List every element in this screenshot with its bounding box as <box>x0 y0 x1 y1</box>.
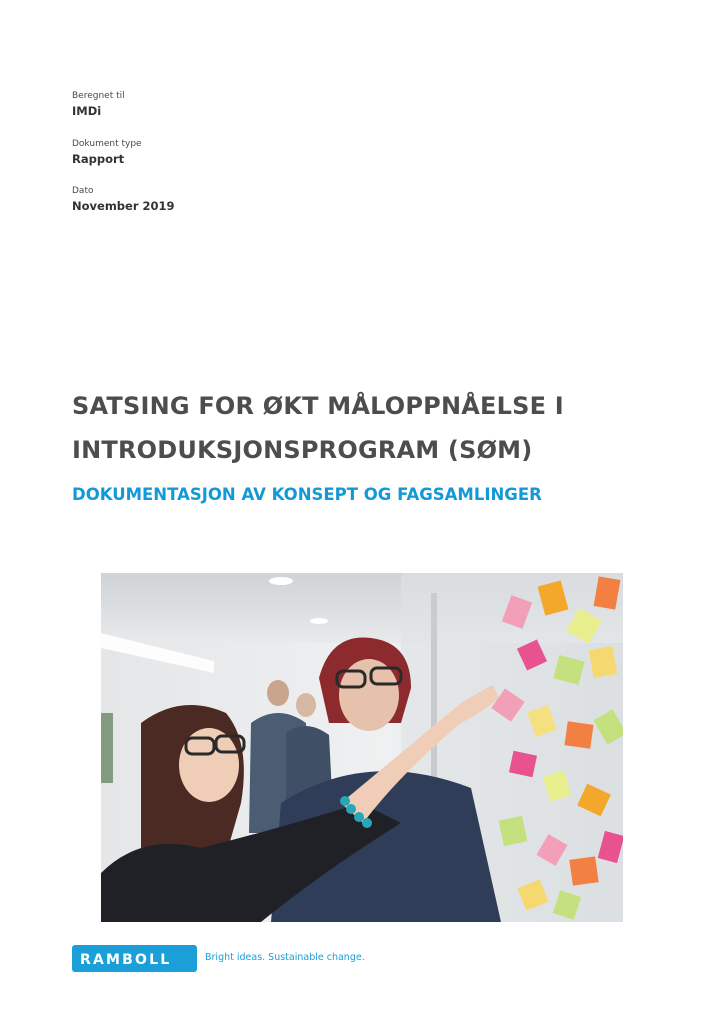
meta-document-type-value: Rapport <box>72 152 125 166</box>
report-title-line-2: INTRODUKSJONSPROGRAM (SØM) <box>72 436 533 464</box>
meta-recipient-value: IMDi <box>72 104 102 118</box>
ramboll-logo-text: RAMBOLL <box>79 951 171 967</box>
meta-recipient-label: Beregnet til <box>72 91 125 101</box>
report-title-line-1: SATSING FOR ØKT MÅLOPPNÅELSE I <box>72 392 564 420</box>
meta-date <box>72 186 175 213</box>
ramboll-logo <box>72 945 197 972</box>
cover-photo <box>101 573 623 922</box>
meta-document-type <box>72 139 142 166</box>
meta-recipient <box>72 91 125 118</box>
meta-date-label: Dato <box>72 186 94 196</box>
meta-document-type-label: Dokument type <box>72 139 142 149</box>
report-title <box>72 384 692 472</box>
report-subtitle: DOKUMENTASJON AV KONSEPT OG FAGSAMLINGER <box>72 485 542 504</box>
ramboll-tagline: Bright ideas. Sustainable change. <box>205 952 365 963</box>
meta-date-value: November 2019 <box>72 199 175 213</box>
